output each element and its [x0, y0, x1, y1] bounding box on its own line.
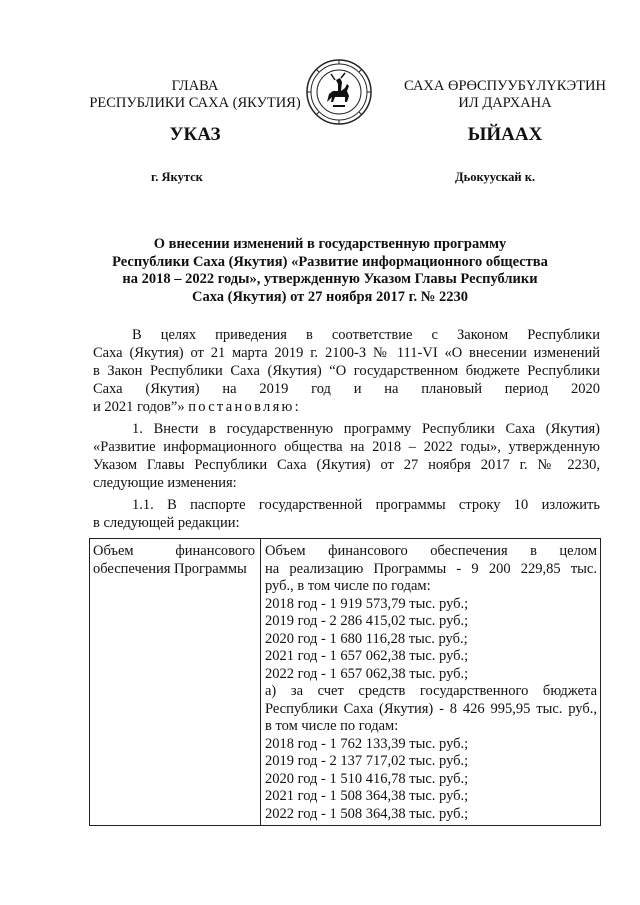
table-cell-line: 2020 год - 1 680 116,28 тыс. руб.;	[265, 630, 468, 647]
paragraph-line	[93, 398, 600, 416]
header-left-line1: ГЛАВА	[171, 78, 219, 94]
table-cell-value	[265, 543, 597, 823]
city-ru: г. Якутск	[151, 170, 203, 184]
financing-table	[89, 538, 601, 826]
table-cell-line: Республики Саха (Якутия) - 8 426 995,95 тыс. руб.,	[265, 700, 597, 717]
table-cell-line: 2021 год - 1 657 062,38 тыс. руб.;	[265, 648, 469, 664]
doc-type-sakha: ЫЙААХ	[467, 124, 543, 145]
coat-of-arms-icon	[305, 58, 373, 126]
header-left-line2: РЕСПУБЛИКИ САХА (ЯКУТИЯ)	[89, 95, 301, 111]
table-cell-line: на реализацию Программы - 9 200 229,85 тыс.	[265, 560, 597, 577]
document-title	[95, 236, 565, 306]
table-cell-line: обеспечения Программы	[93, 560, 247, 577]
paragraph-line: В целях приведения в соответствие с Законом Республики	[132, 327, 600, 343]
title-line: Саха (Якутия) от 27 ноября 2017 г. № 2230	[191, 288, 469, 305]
paragraph-line: Указом Главы Республики Саха (Якутия) от 27 ноября 2017 г. № 2230,	[93, 457, 600, 473]
title-line: на 2018 – 2022 годы», утвержденную Указом Главы Республики	[122, 271, 538, 287]
paragraph-text: и 2021 годов”»	[93, 399, 185, 415]
paragraph-line: Саха (Якутия) на 2019 год и на плановый период 2020	[93, 381, 600, 397]
table-cell-line: 2022 год - 1 657 062,38 тыс. руб.;	[265, 665, 469, 682]
table-cell-word: финансового	[175, 543, 255, 559]
decree-word: постановляю:	[188, 399, 302, 415]
doc-type-ru: УКАЗ	[169, 124, 221, 145]
title-line: О внесении изменений в государственную программу	[153, 236, 507, 252]
table-cell-line: 2019 год - 2 137 717,02 тыс. руб.;	[265, 753, 469, 769]
table-cell-line: 2022 год - 1 508 364,38 тыс. руб.;	[265, 805, 469, 822]
table-cell-word: Объем	[93, 543, 134, 559]
paragraph-line: Саха (Якутия) от 21 марта 2019 г. 2100-З № 111-VI «О внесении изменений	[93, 345, 600, 361]
paragraph-line: в Закон Республики Саха (Якутия) “О государственном бюджете Республики	[93, 363, 600, 379]
table-cell-line: 2020 год - 1 510 416,78 тыс. руб.;	[265, 770, 469, 787]
table-cell-line: 2018 год - 1 919 573,79 тыс. руб.;	[265, 595, 469, 612]
table-cell-line: 2018 год - 1 762 133,39 тыс. руб.;	[265, 735, 469, 752]
paragraph-item-1	[93, 420, 600, 492]
paragraph-line: 1. Внести в государственную программу Республики Саха (Якутия)	[132, 421, 600, 437]
table-cell-line: Объем финансового обеспечения в целом	[265, 543, 597, 559]
table-cell-label	[93, 543, 255, 578]
paragraph-preamble	[93, 326, 600, 416]
table-cell-line: в том числе по годам:	[265, 718, 399, 734]
header-left	[60, 78, 330, 112]
header-right-line2: ИЛ ДАРХАНА	[458, 95, 552, 111]
table-column-divider	[260, 539, 261, 825]
header-right	[395, 78, 615, 112]
header-right-line1: САХА ӨРӨСПУУБҮЛҮКЭТИН	[404, 78, 606, 94]
table-cell-line: 2019 год - 2 286 415,02 тыс. руб.;	[265, 613, 469, 629]
paragraph-line: «Развитие информационного общества на 2018 – 2022 годы», утвержденную	[93, 439, 600, 455]
table-cell-line: а) за счет средств государственного бюджета	[265, 683, 597, 699]
city-sakha: Дьокуускай к.	[455, 170, 536, 184]
paragraph-item-1-1	[93, 496, 600, 532]
title-line: Республики Саха (Якутия) «Развитие информационного общества	[112, 253, 548, 270]
table-cell-line: 2021 год - 1 508 364,38 тыс. руб.;	[265, 788, 469, 804]
paragraph-line: 1.1. В паспорте государственной программы строку 10 изложить	[132, 497, 600, 513]
paragraph-line: следующие изменения:	[93, 475, 237, 491]
table-cell-line: руб., в том числе по годам:	[265, 578, 431, 594]
table-cell-line	[93, 543, 255, 561]
paragraph-line: в следующей редакции:	[93, 515, 240, 531]
